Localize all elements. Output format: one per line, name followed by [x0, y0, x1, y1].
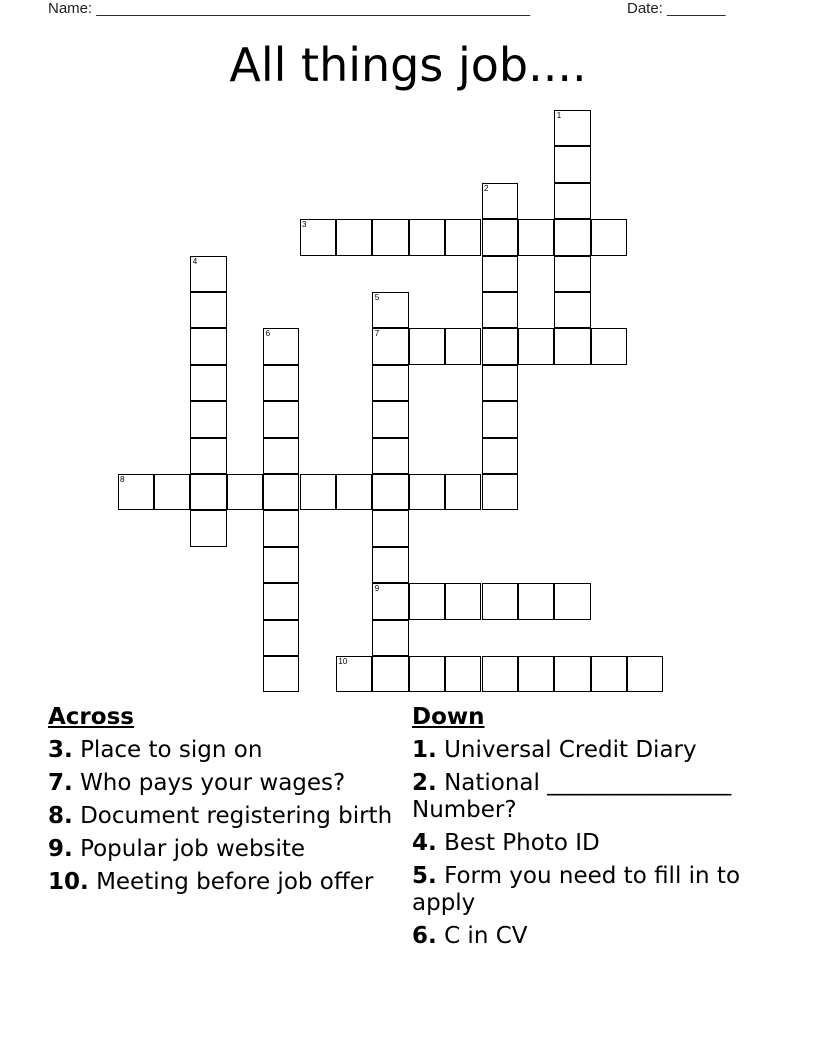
grid-cell[interactable]	[372, 620, 408, 656]
grid-cell[interactable]	[554, 256, 590, 292]
down-clue	[412, 923, 762, 950]
clue-text: Document registering birth	[80, 803, 393, 829]
grid-cell[interactable]	[118, 474, 154, 510]
clue-number-label: 3	[302, 220, 307, 230]
grid-cell[interactable]	[445, 219, 481, 255]
clue-text: Popular job website	[80, 836, 306, 862]
grid-cell[interactable]	[482, 292, 518, 328]
clue-text: National ________________ Number?	[412, 770, 732, 823]
down-clue	[412, 830, 762, 857]
grid-cell[interactable]	[190, 510, 226, 546]
grid-cell[interactable]	[627, 656, 663, 692]
grid-cell[interactable]	[300, 474, 336, 510]
grid-cell[interactable]	[482, 656, 518, 692]
clue-text: Form you need to fill in to apply	[412, 863, 741, 916]
grid-cell[interactable]	[554, 656, 590, 692]
grid-cell[interactable]	[554, 219, 590, 255]
grid-cell[interactable]	[372, 474, 408, 510]
grid-cell[interactable]	[336, 219, 372, 255]
grid-cell[interactable]	[372, 510, 408, 546]
grid-cell[interactable]	[409, 583, 445, 619]
grid-cell[interactable]	[482, 328, 518, 364]
clue-text: Best Photo ID	[444, 830, 600, 856]
grid-cell[interactable]	[227, 474, 263, 510]
clue-number: 6.	[412, 923, 437, 949]
grid-cell[interactable]	[190, 292, 226, 328]
grid-cell[interactable]	[482, 474, 518, 510]
clue-number: 1.	[412, 737, 437, 763]
grid-cell[interactable]	[554, 183, 590, 219]
grid-cell[interactable]	[445, 328, 481, 364]
grid-cell[interactable]	[591, 328, 627, 364]
date-line: Date: _______	[627, 0, 726, 17]
grid-cell[interactable]	[482, 183, 518, 219]
puzzle-title: All things job....	[229, 38, 587, 92]
clue-number-label: 4	[192, 256, 198, 266]
grid-cell[interactable]	[372, 292, 408, 328]
grid-cell[interactable]	[336, 474, 372, 510]
grid-cell[interactable]	[482, 365, 518, 401]
grid-cell[interactable]	[482, 401, 518, 437]
grid-cell[interactable]	[263, 656, 299, 692]
grid-cell[interactable]	[518, 583, 554, 619]
across-clue	[48, 803, 393, 830]
grid-cell[interactable]	[482, 438, 518, 474]
grid-cell[interactable]	[190, 256, 226, 292]
across-clue	[48, 869, 393, 896]
grid-cell[interactable]	[263, 583, 299, 619]
grid-cell[interactable]	[263, 510, 299, 546]
grid-cell[interactable]	[518, 328, 554, 364]
clue-number-label: 1	[556, 111, 562, 120]
down-clue	[412, 770, 762, 824]
grid-cell[interactable]	[263, 547, 299, 583]
clue-number: 5.	[412, 863, 437, 889]
clue-number-label: 7	[374, 329, 380, 339]
grid-cell[interactable]	[263, 474, 299, 510]
grid-cell[interactable]	[372, 365, 408, 401]
grid-cell[interactable]	[554, 110, 590, 146]
grid-cell[interactable]	[591, 219, 627, 255]
grid-cell[interactable]	[482, 256, 518, 292]
grid-cell[interactable]	[409, 328, 445, 364]
grid-cell[interactable]	[190, 328, 226, 364]
grid-cell[interactable]	[372, 219, 408, 255]
name-line: Name: ____________________________________________________	[48, 0, 531, 17]
across-clue	[48, 770, 393, 797]
grid-cell[interactable]	[482, 583, 518, 619]
grid-cell[interactable]	[372, 328, 408, 364]
clue-number-label: 10	[338, 657, 348, 666]
clue-text: Who pays your wages?	[80, 770, 346, 796]
down-clues	[412, 704, 762, 956]
grid-cell[interactable]	[190, 474, 226, 510]
grid-cell[interactable]	[554, 146, 590, 182]
grid-cell[interactable]	[591, 656, 627, 692]
grid-cell[interactable]	[263, 328, 299, 364]
clue-number-label: 2	[484, 183, 489, 193]
across-clue	[48, 737, 393, 764]
clue-text: Universal Credit Diary	[444, 737, 697, 763]
grid-cell[interactable]	[518, 656, 554, 692]
grid-cell[interactable]	[300, 219, 336, 255]
grid-cell[interactable]	[372, 656, 408, 692]
grid-cell[interactable]	[409, 656, 445, 692]
clue-number: 9.	[48, 836, 73, 862]
grid-cell[interactable]	[554, 328, 590, 364]
clue-text: C in CV	[444, 923, 528, 949]
grid-cell[interactable]	[445, 583, 481, 619]
clue-number: 2.	[412, 770, 437, 796]
clue-text: Place to sign on	[80, 737, 263, 763]
grid-cell[interactable]	[372, 583, 408, 619]
grid-cell[interactable]	[409, 474, 445, 510]
down-heading: Down	[412, 704, 485, 730]
clue-number: 4.	[412, 830, 437, 856]
clue-number: 3.	[48, 737, 73, 763]
grid-cell[interactable]	[445, 656, 481, 692]
grid-cell[interactable]	[263, 365, 299, 401]
down-clue	[412, 863, 762, 917]
grid-cell[interactable]	[445, 474, 481, 510]
across-clues	[48, 704, 393, 902]
grid-cell[interactable]	[263, 620, 299, 656]
grid-cell[interactable]	[409, 219, 445, 255]
grid-cell[interactable]	[372, 438, 408, 474]
grid-cell[interactable]	[554, 583, 590, 619]
clue-number: 8.	[48, 803, 73, 829]
grid-cell[interactable]	[190, 438, 226, 474]
grid-cell[interactable]	[154, 474, 190, 510]
clue-number-label: 8	[120, 475, 125, 484]
grid-cell[interactable]	[372, 401, 408, 437]
grid-cell[interactable]	[482, 219, 518, 255]
across-heading: Across	[48, 704, 134, 730]
grid-cell[interactable]	[190, 401, 226, 437]
clue-number-label: 9	[374, 584, 380, 594]
clue-number: 7.	[48, 770, 73, 796]
down-clue	[412, 737, 762, 764]
clue-number: 10.	[48, 869, 89, 895]
grid-cell[interactable]	[263, 438, 299, 474]
clue-number-label: 5	[374, 293, 380, 302]
across-clue	[48, 836, 393, 863]
clue-text: Meeting before job offer	[96, 869, 374, 895]
grid-cell[interactable]	[336, 656, 372, 692]
grid-cell[interactable]	[554, 292, 590, 328]
clue-number-label: 6	[265, 329, 271, 339]
grid-cell[interactable]	[372, 547, 408, 583]
grid-cell[interactable]	[518, 219, 554, 255]
grid-cell[interactable]	[190, 365, 226, 401]
grid-cell[interactable]	[263, 401, 299, 437]
